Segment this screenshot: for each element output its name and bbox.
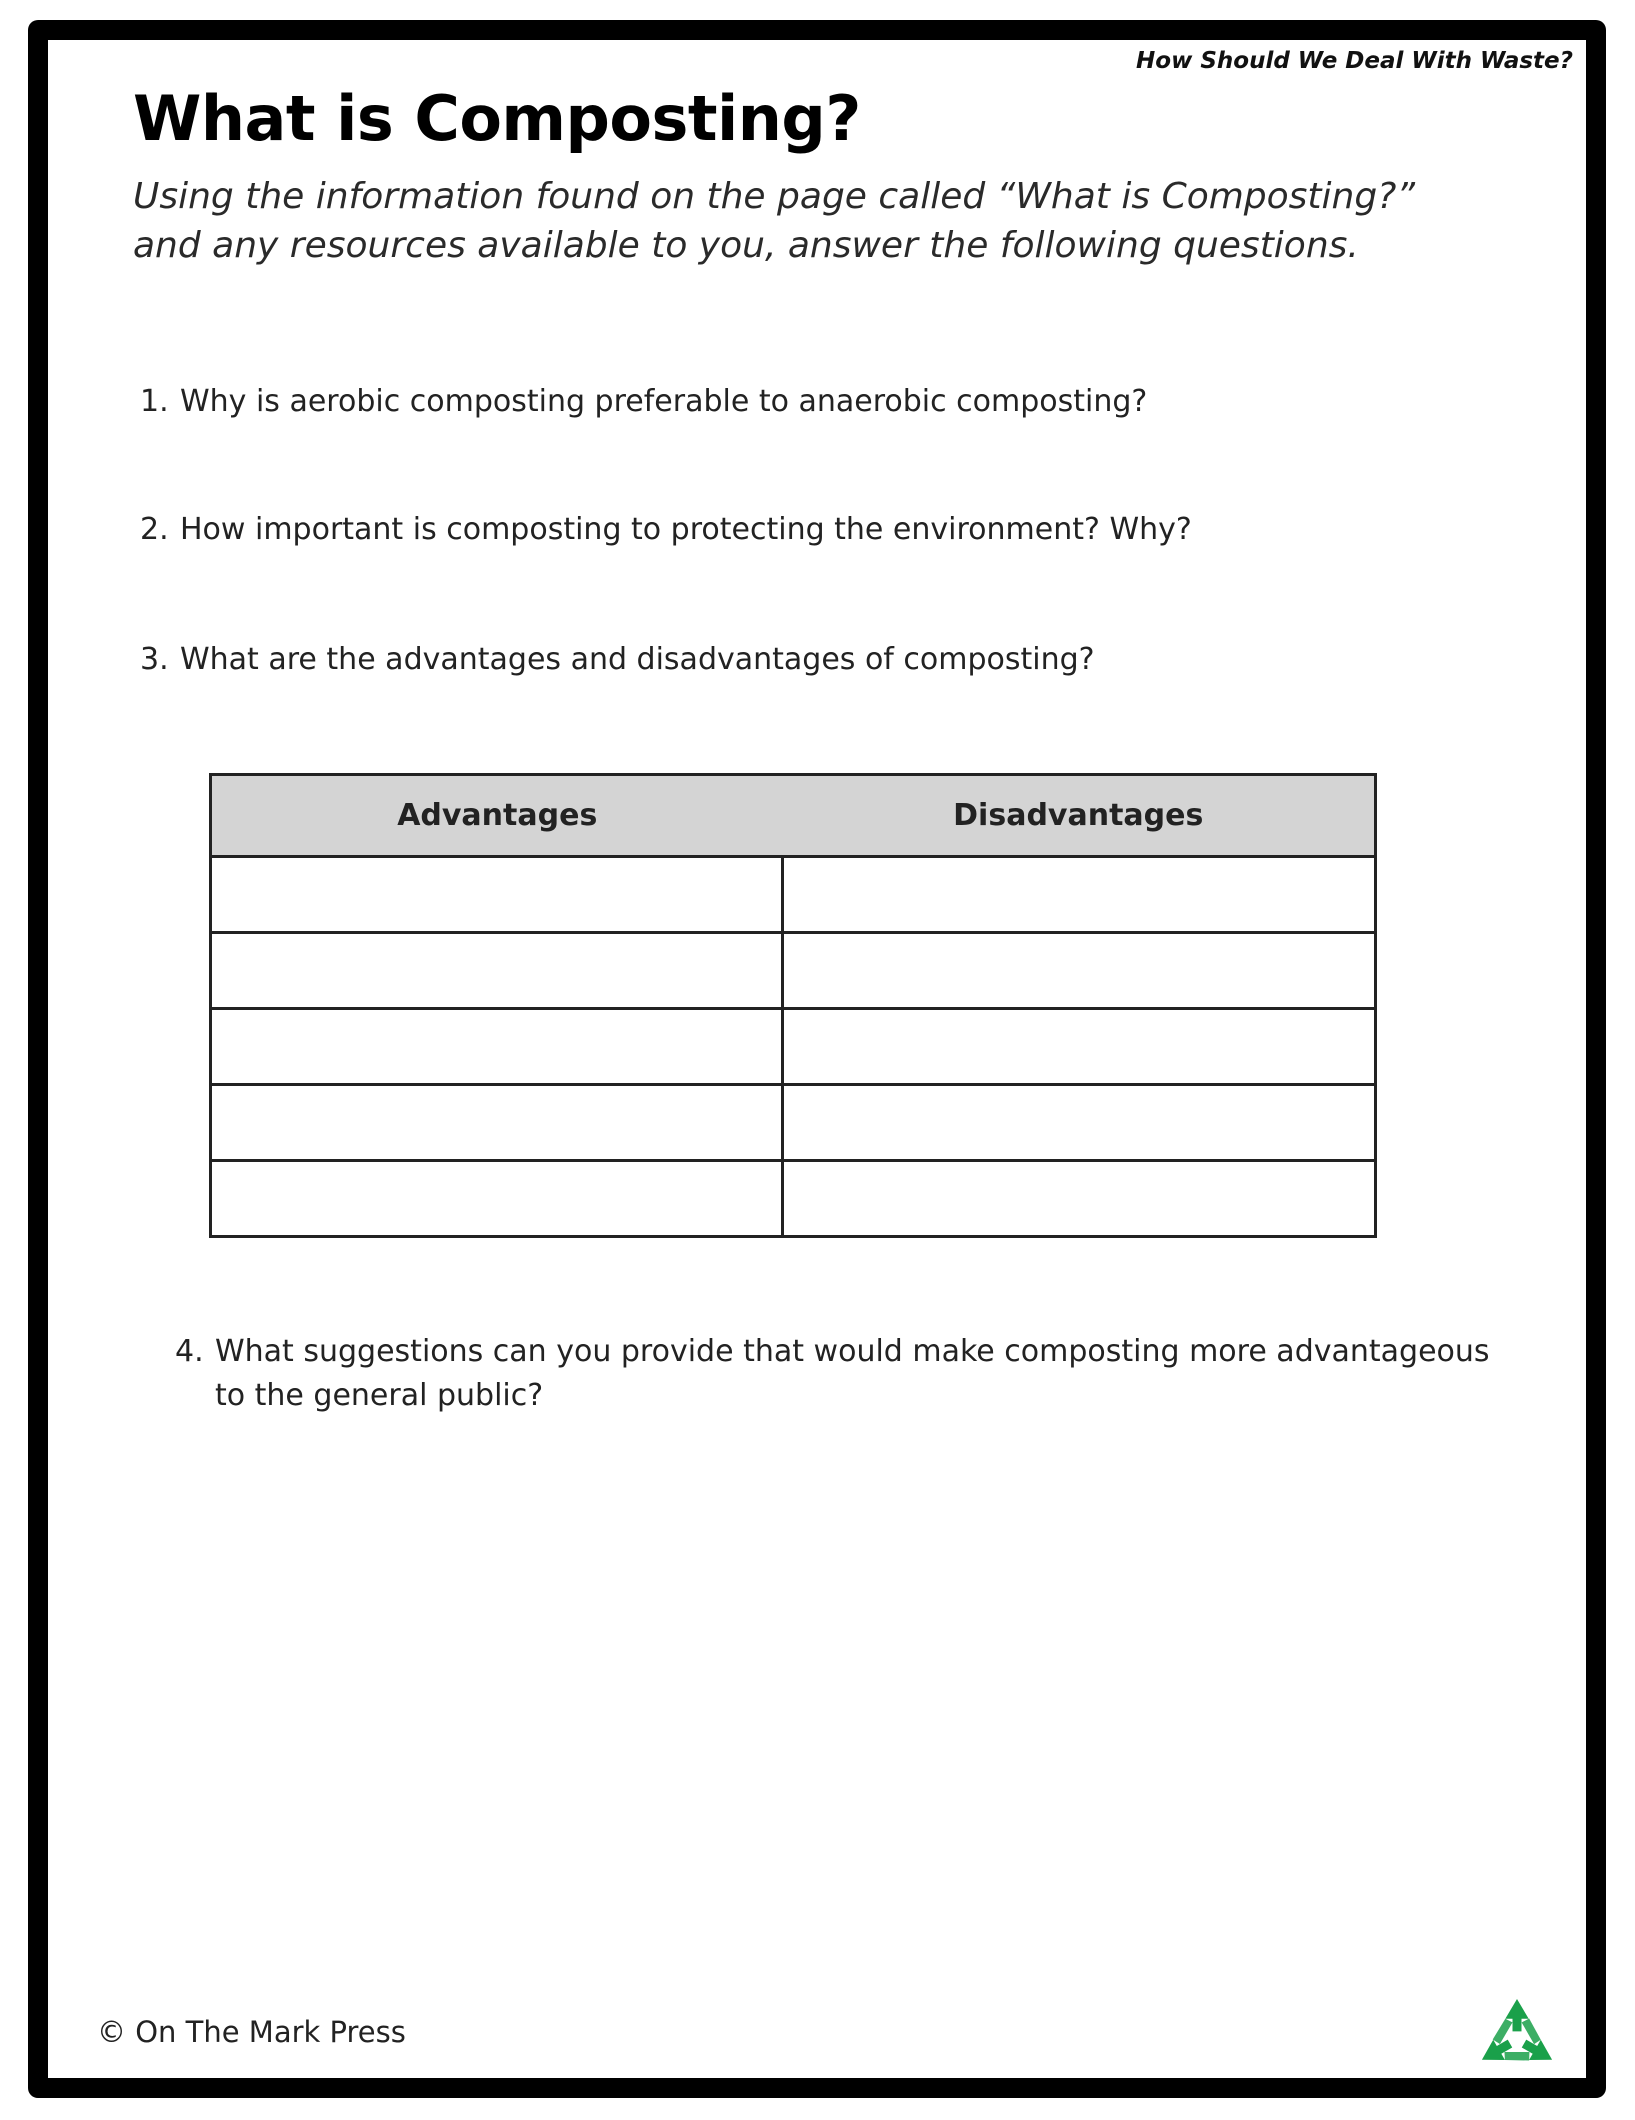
advantages-header: Advantages — [211, 775, 783, 857]
running-header: How Should We Deal With Waste? — [1136, 48, 1573, 74]
question-text: What suggestions can you provide that would make composting more advantageous — [215, 1334, 1490, 1369]
disadvantage-cell[interactable] — [783, 933, 1376, 1009]
question-number: 4. — [175, 1334, 204, 1369]
page-title: What is Composting? — [133, 82, 861, 155]
disadvantage-cell[interactable] — [783, 1161, 1376, 1237]
advantage-cell[interactable] — [211, 1085, 783, 1161]
recycle-icon — [1472, 1990, 1562, 2080]
question-number: 3. — [140, 642, 169, 677]
table-row — [211, 933, 1376, 1009]
question-2 — [140, 508, 1192, 552]
table-row — [211, 1009, 1376, 1085]
question-text: Why is aerobic composting preferable to anaerobic composting? — [180, 384, 1148, 419]
advantage-cell[interactable] — [211, 933, 783, 1009]
instructions: Using the information found on the page called “What is Composting?” and any resources available to you, answer the following questions. — [133, 176, 1415, 266]
disadvantage-cell[interactable] — [783, 1009, 1376, 1085]
question-text: How important is composting to protecting the environment? Why? — [180, 512, 1192, 547]
advantage-cell[interactable] — [211, 1009, 783, 1085]
question-1 — [140, 380, 1147, 424]
table-row — [211, 1161, 1376, 1237]
advantages-disadvantages-table — [209, 773, 1377, 1238]
table-header-row — [211, 775, 1376, 857]
question-number: 2. — [140, 512, 169, 547]
table-row — [211, 1085, 1376, 1161]
disadvantages-header: Disadvantages — [783, 775, 1376, 857]
advantage-cell[interactable] — [211, 857, 783, 933]
disadvantage-cell[interactable] — [783, 1085, 1376, 1161]
question-number: 1. — [140, 384, 169, 419]
advantage-cell[interactable] — [211, 1161, 783, 1237]
question-text: What are the advantages and disadvantages of composting? — [180, 642, 1095, 677]
question-text-continued: to the general public? — [215, 1378, 544, 1413]
question-4 — [175, 1330, 1495, 1418]
question-3 — [140, 638, 1095, 682]
disadvantage-cell[interactable] — [783, 857, 1376, 933]
table-row — [211, 857, 1376, 933]
copyright-notice: © On The Mark Press — [97, 2015, 406, 2049]
